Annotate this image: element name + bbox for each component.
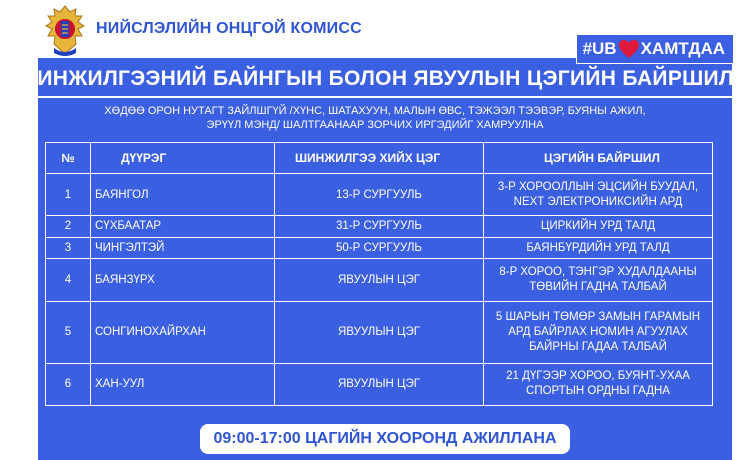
location-line: ЦИРКИЙН УРД ТАЛД [540,219,656,232]
row-number: 1 [46,174,91,216]
location-cell [484,237,713,259]
site-cell: 13-Р СУРГУУЛЬ [275,174,484,216]
location-line: АРД БАЙРЛАХ НОМИН АГУУЛАХ [508,325,688,338]
page-title: ШИНЖИЛГЭЭНИЙ БАЙНГЫН БОЛОН ЯВУУЛЫН ЦЭГИЙН БАЙРШИЛ [16,67,734,90]
district-cell: БАЯНГОЛ [91,174,275,216]
table-row [46,237,713,259]
table-row [46,363,713,405]
location-cell [484,363,713,405]
location-line: 5 ШАРЫН ТӨМӨР ЗАМЫН ГАРАМЫН [495,310,701,323]
row-number: 4 [46,259,91,301]
row-number: 2 [46,216,91,238]
site-cell: ЯВУУЛЫН ЦЭГ [275,363,484,405]
working-hours-banner: 09:00-17:00 ЦАГИЙН ХООРОНД АЖИЛЛАНА [200,424,570,454]
hashtag-badge [576,34,734,64]
subtitle-line-1: ХӨДӨӨ ОРОН НУТАГТ ЗАЙЛШГҮЙ /ХҮНС, ШАТАХУУН, МАЛЫН ӨВС, ТЭЖЭЭЛ ТЭЭВЭР, БУЯНЫ АЖИЛ, [104,105,646,117]
column-header-number: № [46,143,91,174]
site-cell: ЯВУУЛЫН ЦЭГ [275,259,484,301]
column-header-location: ЦЭГИЙН БАЙРШИЛ [484,143,713,174]
district-cell: ХАН-УУЛ [91,363,275,405]
location-cell [484,301,713,363]
testing-locations-table [45,142,713,406]
location-line: ТӨВИЙН ГАДНА ТАЛБАЙ [529,280,667,293]
table-row [46,301,713,363]
table-row [46,216,713,238]
district-cell: СОНГИНОХАЙРХАН [91,301,275,363]
location-line: NEXT ЭЛЕКТРОНИКСИЙН АРД [513,195,683,208]
row-number: 5 [46,301,91,363]
district-cell: БАЯНЗҮРХ [91,259,275,301]
site-cell: 50-Р СУРГУУЛЬ [275,237,484,259]
location-line: 21 ДҮГЭЭР ХОРОО, БУЯНТ-УХАА [506,370,690,383]
hashtag-prefix: #UB [582,39,617,58]
location-line: 3-Р ХОРООЛЛЫН ЭЦСИЙН БУУДАЛ, [497,180,699,193]
hashtag-suffix: ХАМТДАА [640,39,725,58]
table-row [46,259,713,301]
site-cell: ЯВУУЛЫН ЦЭГ [275,301,484,363]
location-line: СПОРТЫН ОРДНЫ ГАДНА [526,385,670,398]
location-cell [484,259,713,301]
column-header-site: ШИНЖИЛГЭЭ ХИЙХ ЦЭГ [275,143,484,174]
organization-name: НИЙСЛЭЛИЙН ОНЦГОЙ КОМИСС [96,20,362,37]
subtitle-line-2: ЭРҮҮЛ МЭНД/ ШАЛТГААНААР ЗОРЧИХ ИРГЭДИЙГ ХАМРУУЛНА [206,119,544,131]
district-cell: ЧИНГЭЛТЭЙ [91,237,275,259]
title-divider [38,96,732,98]
site-cell: 31-Р СУРГУУЛЬ [275,216,484,238]
heart-icon [618,39,640,59]
district-cell: СҮХБААТАР [91,216,275,238]
table-header-row [46,143,713,174]
table-row [46,174,713,216]
row-number: 6 [46,363,91,405]
subtitle [70,104,680,132]
column-header-district: ДҮҮРЭГ [91,143,275,174]
location-line: БАЙРНЫ ГАДАА ТАЛБАЙ [529,340,667,353]
coat-of-arms-icon [40,4,90,58]
location-line: БАЯНБҮРДИЙН УРД ТАЛД [526,241,670,254]
location-line: 8-Р ХОРОО, ТЭНГЭР ХУДАЛДААНЫ [499,265,697,278]
row-number: 3 [46,237,91,259]
location-cell [484,216,713,238]
location-cell [484,174,713,216]
